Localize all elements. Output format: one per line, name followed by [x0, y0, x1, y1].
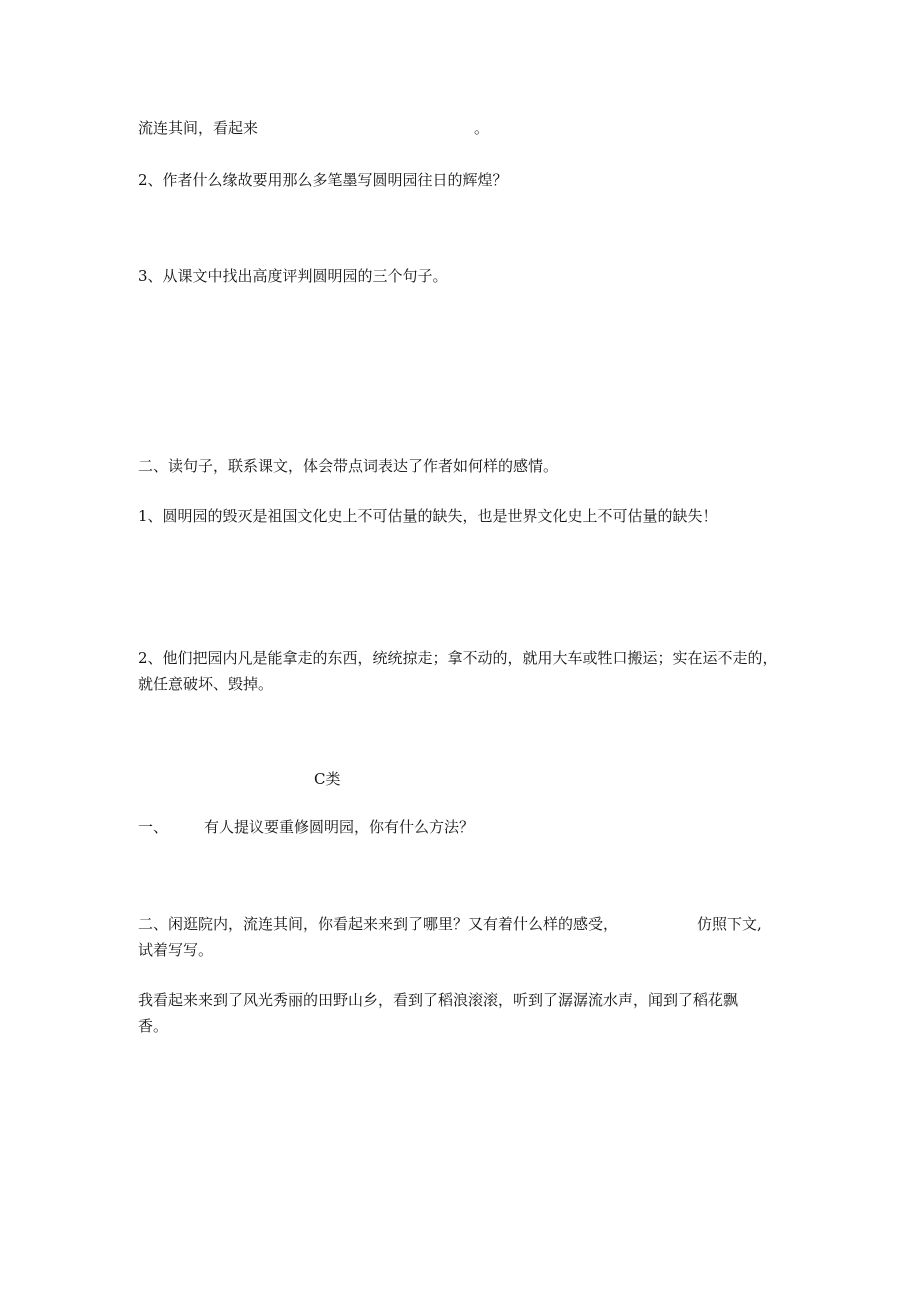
fill-in-end: 。 — [474, 119, 490, 137]
c-question-2-tail: 仿照下文, — [697, 915, 762, 933]
c-question-2-line-1 — [138, 914, 618, 934]
fill-in-line — [138, 118, 489, 138]
section-c-title: C类 — [314, 770, 341, 788]
sentence-2-line-2: 就任意破坏、毁掉。 — [138, 675, 274, 693]
c-question-1 — [138, 817, 474, 837]
c-question-1-text: 有人提议要重修圆明园，你有什么方法？ — [204, 818, 475, 836]
sentence-2-line-1: 2、他们把园内凡是能拿走的东西，统统掠走；拿不动的，就用大车或牲口搬运；实在运不走的， — [138, 649, 778, 667]
c-question-1-number: 一、 — [138, 818, 169, 836]
question-3: 3、从课文中找出高度评判圆明园的三个句子。 — [138, 267, 448, 285]
question-2: 2、作者什么缘故要用那么多笔墨写圆明园往日的辉煌？ — [138, 171, 508, 189]
sentence-1: 1、圆明园的毁灭是祖国文化史上不可估量的缺失，也是世界文化史上不可估量的缺失！ — [138, 507, 718, 525]
example-line-2: 香。 — [138, 1017, 169, 1035]
fill-in-prefix: 流连其间，看起来 — [138, 119, 259, 137]
example-line-1: 我看起来来到了风光秀丽的田野山乡，看到了稻浪滚滚，听到了潺潺流水声，闻到了稻花飘 — [138, 991, 739, 1009]
c-question-2-text: 二、闲逛院内，流连其间，你看起来来到了哪里？又有着什么样的感受， — [138, 915, 619, 933]
c-question-2-line-2: 试着写写。 — [138, 941, 214, 959]
section-2-heading: 二、读句子，联系课文，体会带点词表达了作者如何样的感情。 — [138, 457, 559, 475]
